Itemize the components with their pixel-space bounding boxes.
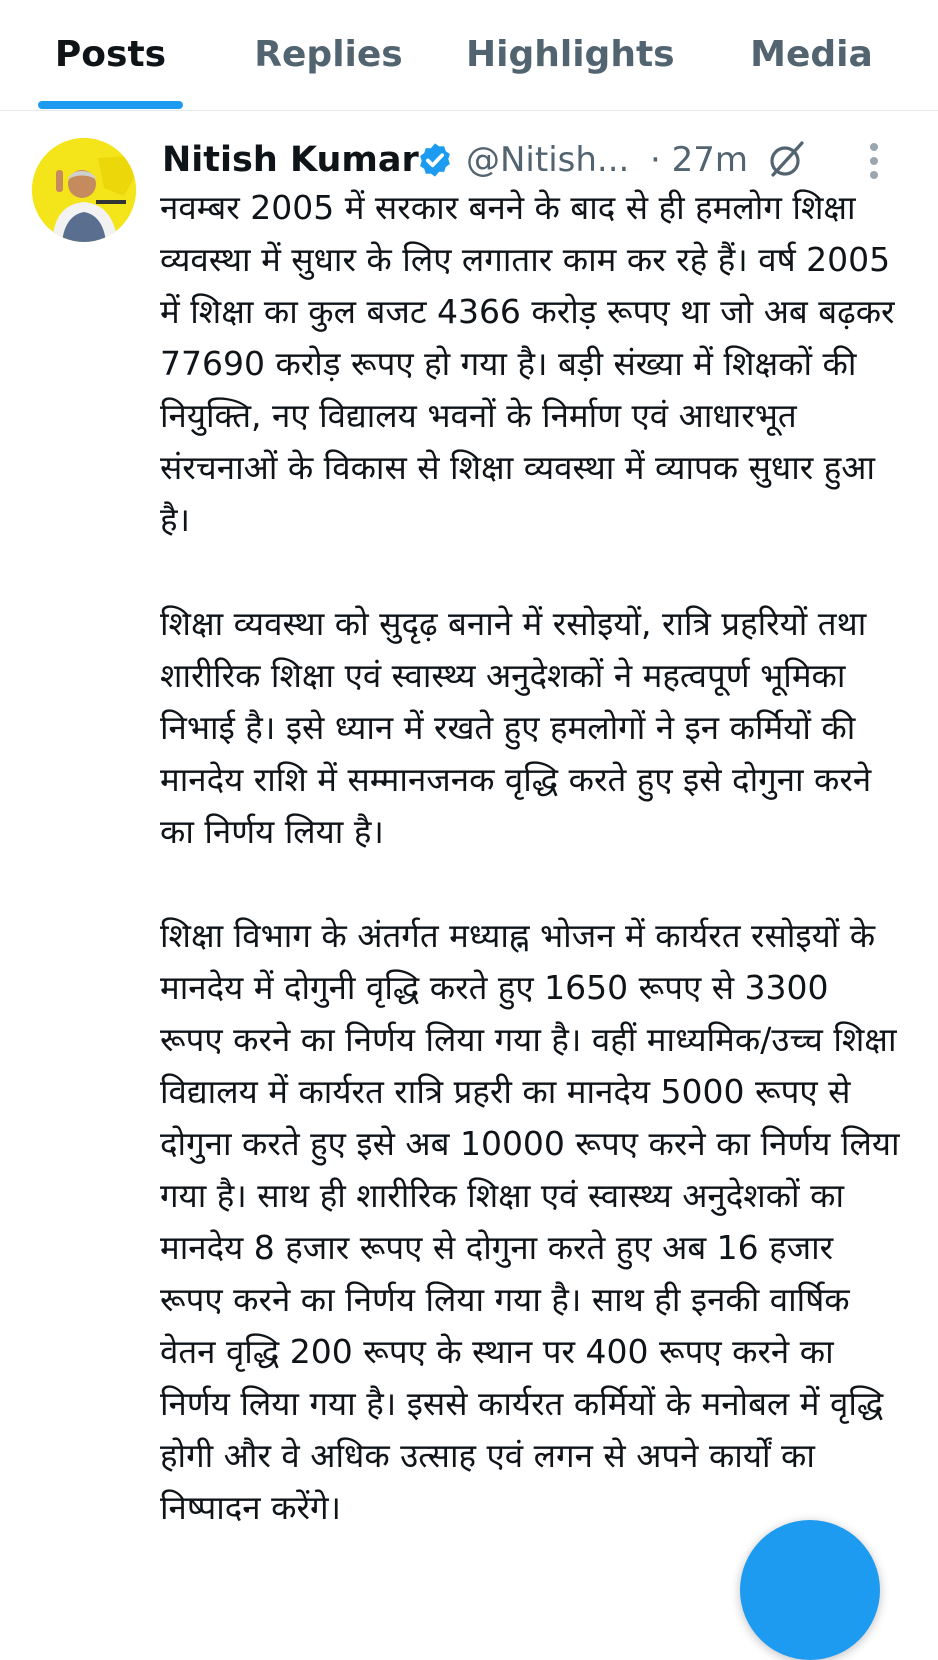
grok-icon[interactable]: [766, 138, 808, 180]
post-paragraph: नवम्बर 2005 में सरकार बनने के बाद से ही हमलोग शिक्षा व्यवस्था में सुधार के लिए लगातार काम कर रहे हैं। वर्ष 2005 में शिक्षा का कुल बजट 4366 करोड़ रूपए था जो अब बढ़कर 77690 करोड़ रूपए हो गया है। बड़ी संख्या में शिक्षकों की नियुक्ति, नए विद्यालय भवनों के निर्माण एवं आधारभूत संरचनाओं के विकास से शिक्षा व्यवस्था में व्यापक सुधार हुआ है।: [160, 188, 895, 539]
post-text: [160, 182, 900, 1534]
avatar-image: [32, 138, 136, 242]
tab-highlights[interactable]: Highlights: [466, 34, 675, 75]
tab-posts[interactable]: Posts: [54, 34, 167, 75]
tab-replies[interactable]: Replies: [254, 34, 403, 75]
active-tab-indicator: [38, 101, 183, 109]
author-handle[interactable]: @Nitish...: [466, 140, 630, 180]
post-header: [162, 132, 922, 188]
post-timestamp[interactable]: · 27m: [650, 140, 748, 180]
profile-tabs: [0, 0, 938, 111]
author-avatar[interactable]: [32, 138, 136, 242]
post-paragraph: शिक्षा व्यवस्था को सुदृढ़ बनाने में रसोइयों, रात्रि प्रहरियों तथा शारीरिक शिक्षा एवं स्वास्थ्य अनुदेशकों ने महत्वपूर्ण भूमिका निभाई है। इसे ध्यान में रखते हुए हमलोगों ने इन कर्मियों की मानदेय राशि में सम्मानजनक वृद्धि करते हुए इसे दोगुना करने का निर्णय लिया है।: [160, 604, 872, 851]
compose-post-button[interactable]: [740, 1520, 880, 1660]
author-name[interactable]: Nitish Kumar: [162, 140, 419, 180]
verified-badge-icon: [416, 141, 454, 179]
tab-media[interactable]: Media: [750, 34, 873, 75]
more-vertical-icon[interactable]: [868, 142, 880, 180]
post-paragraph: शिक्षा विभाग के अंतर्गत मध्याह्न भोजन में कार्यरत रसोइयों के मानदेय में दोगुनी वृद्धि करते हुए 1650 रूपए से 3300 रूपए करने का निर्णय लिया गया है। वहीं माध्यमिक/उच्च शिक्षा विद्यालय में कार्यरत रात्रि प्रहरी का मानदेय 5000 रूपए से दोगुना करते हुए इसे अब 10000 रूपए करने का निर्णय लिया गया है। साथ ही शारीरिक शिक्षा एवं स्वास्थ्य अनुदेशकों का मानदेय 8 हजार रूपए से दोगुना करते हुए अब 16 हजार रूपए करने का निर्णय लिया गया है। साथ ही इनकी वार्षिक वेतन वृद्धि 200 रूपए के स्थान पर 400 रूपए करने का निर्णय लिया गया है। इससे कार्यरत कर्मियों के मनोबल में वृद्धि होगी और वे अधिक उत्साह एवं लगन से अपने कार्यों का निष्पादन करेंगे।: [160, 916, 900, 1527]
